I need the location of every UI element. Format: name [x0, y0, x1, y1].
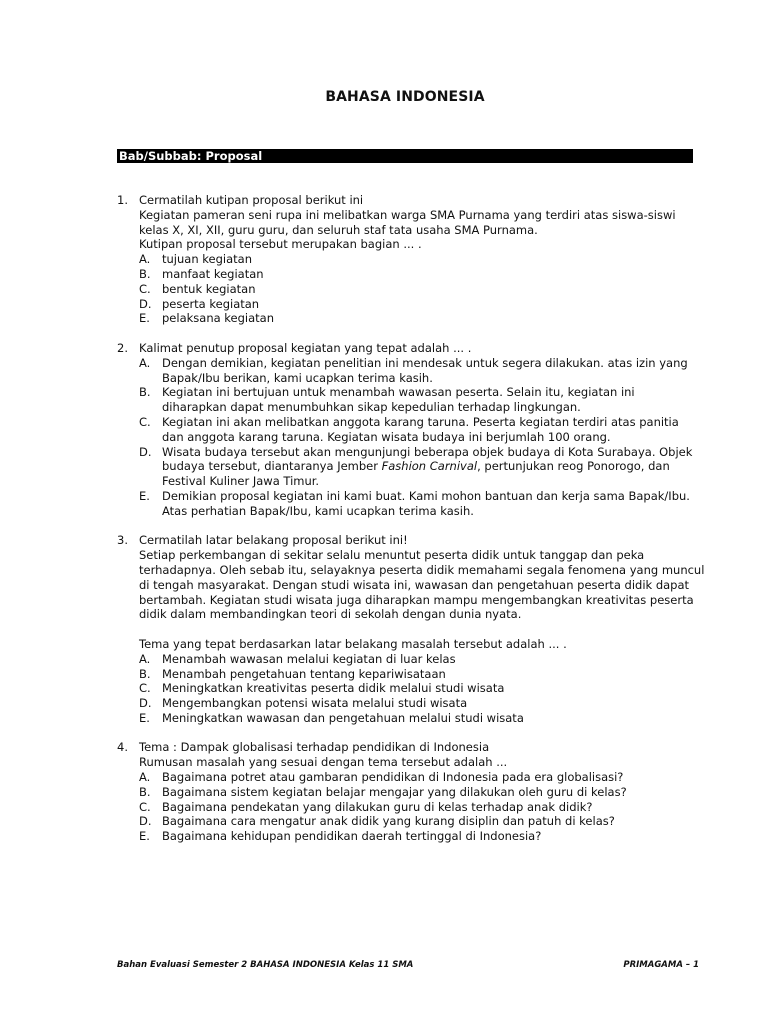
option-c	[139, 800, 697, 815]
question-list	[117, 193, 705, 859]
option-label: E.	[139, 829, 150, 844]
question-number: 1.	[117, 193, 128, 207]
spacer	[139, 622, 697, 637]
option-text: dan anggota karang taruna. Kegiatan wisata budaya ini berjumlah 100 orang.	[162, 429, 611, 444]
option-d	[139, 297, 697, 312]
option-label: C.	[139, 414, 151, 429]
option-e	[139, 829, 697, 844]
option-text: Bagaimana kehidupan pendidikan daerah tertinggal di Indonesia?	[162, 829, 542, 844]
question-stem: Cermatilah kutipan proposal berikut ini	[139, 193, 364, 207]
question-stem: Kalimat penutup proposal kegiatan yang tepat adalah ... .	[139, 340, 472, 355]
footer-right: PRIMAGAMA – 1	[623, 960, 699, 970]
option-a	[139, 356, 697, 386]
option-b	[139, 785, 697, 800]
option-label: E.	[139, 488, 150, 503]
option-text: Festival Kuliner Jawa Timur.	[162, 474, 320, 489]
question-stem: bertambah. Kegiatan studi wisata juga diharapkan mampu mengembangkan kreativitas peserta	[139, 592, 694, 607]
option-text: Menambah wawasan melalui kegiatan di luar kelas	[162, 651, 456, 666]
question-stem: Setiap perkembangan di sekitar selalu menuntut peserta didik untuk tanggap dan peka	[139, 548, 645, 563]
option-label: E.	[139, 710, 150, 725]
option-text: , pertunjukan reog Ponorogo, dan	[477, 459, 670, 474]
option-label: A.	[139, 651, 151, 666]
option-text: pelaksana kegiatan	[162, 311, 275, 326]
option-label: B.	[139, 266, 151, 281]
option-text: Bagaimana cara mengatur anak didik yang kurang disiplin dan patuh di kelas?	[162, 814, 615, 829]
question-stem: Kegiatan pameran seni rupa ini melibatkan warga SMA Purnama yang terdiri atas siswa-siswi	[139, 207, 676, 222]
question-stem: Cermatilah latar belakang proposal berikut ini!	[139, 533, 408, 548]
option-a	[139, 770, 697, 785]
option-e	[139, 311, 697, 326]
section-heading: Bab/Subbab: Proposal	[117, 149, 693, 163]
option-label: B.	[139, 385, 151, 400]
option-text: bentuk kegiatan	[162, 281, 256, 296]
option-a	[139, 252, 697, 267]
question-stem: didik dalam membandingkan teori di sekolah dengan dunia nyata.	[139, 607, 522, 622]
option-text: Mengembangkan potensi wisata melalui studi wisata	[162, 696, 468, 711]
option-text: Kegiatan ini akan melibatkan anggota karang taruna. Peserta kegiatan terdiri atas panitia	[162, 414, 679, 429]
option-label: D.	[139, 444, 152, 459]
option-label: D.	[139, 296, 152, 311]
question-stem: Kutipan proposal tersebut merupakan bagian ... .	[139, 237, 422, 252]
option-c	[139, 681, 697, 696]
question-3	[117, 533, 705, 725]
question-stem: terhadapnya. Oleh sebab itu, selayaknya peserta didik memahami segala fenomena yang muncul	[139, 562, 705, 577]
option-label: D.	[139, 696, 152, 711]
option-label: B.	[139, 784, 151, 799]
question-stem: Tema yang tepat berdasarkan latar belakang masalah tersebut adalah ... .	[139, 636, 567, 651]
event-name: Fashion Carnival	[381, 459, 478, 474]
option-e	[139, 711, 697, 726]
option-label: B.	[139, 666, 151, 681]
option-text: Meningkatkan wawasan dan pengetahuan melalui studi wisata	[162, 710, 524, 725]
option-text: Kegiatan ini bertujuan untuk menambah wawasan peserta. Selain itu, kegiatan ini	[162, 385, 635, 400]
option-text: Wisata budaya tersebut akan mengunjungi beberapa objek budaya di Kota Surabaya. Objek	[162, 444, 693, 459]
option-c	[139, 415, 697, 445]
question-stem: kelas X, XI, XII, guru guru, dan seluruh staf tata usaha SMA Purnama.	[139, 222, 538, 237]
question-stem: Tema : Dampak globalisasi terhadap pendidikan di Indonesia	[139, 740, 490, 755]
question-stem: di tengah masyarakat. Dengan studi wisata ini, wawasan dan pengetahuan peserta didik dapat	[139, 577, 690, 592]
option-text: Bapak/Ibu berikan, kami ucapkan terima kasih.	[162, 370, 433, 385]
option-label: A.	[139, 252, 151, 267]
option-label: A.	[139, 770, 151, 785]
option-label: E.	[139, 311, 150, 326]
option-text: Dengan demikian, kegiatan penelitian ini mendesak untuk segera dilakukan. atas izin yang	[162, 355, 688, 370]
option-d	[139, 696, 697, 711]
question-number: 3.	[117, 533, 128, 548]
option-text: Bagaimana potret atau gambaran pendidikan di Indonesia pada era globalisasi?	[162, 770, 624, 785]
question-number: 4.	[117, 740, 128, 755]
option-label: C.	[139, 681, 151, 696]
option-text-line	[162, 459, 697, 474]
option-text: tujuan kegiatan	[162, 252, 252, 267]
option-a	[139, 652, 697, 667]
page-title: BAHASA INDONESIA	[325, 89, 485, 105]
option-text: Atas perhatian Bapak/Ibu, kami ucapkan terima kasih.	[162, 503, 474, 518]
question-2	[117, 341, 697, 519]
option-text: budaya tersebut, diantaranya Jember	[162, 459, 382, 474]
option-text: Menambah pengetahuan tentang kepariwisataan	[162, 666, 446, 681]
option-text: manfaat kegiatan	[162, 266, 264, 281]
option-text: Meningkatkan kreativitas peserta didik melalui studi wisata	[162, 681, 505, 696]
option-b	[139, 385, 697, 415]
question-stem: Rumusan masalah yang sesuai dengan tema tersebut adalah ...	[139, 755, 508, 770]
option-text: Bagaimana sistem kegiatan belajar mengajar yang dilakukan oleh guru di kelas?	[162, 784, 627, 799]
option-b	[139, 667, 697, 682]
question-1	[117, 193, 697, 326]
option-d	[139, 814, 697, 829]
option-text: Demikian proposal kegiatan ini kami buat. Kami mohon bantuan dan kerja sama Bapak/Ibu.	[162, 488, 690, 503]
question-number: 2.	[117, 340, 128, 355]
option-label: C.	[139, 799, 151, 814]
option-text: Bagaimana pendekatan yang dilakukan guru di kelas terhadap anak didik?	[162, 799, 593, 814]
option-d	[139, 445, 697, 489]
option-label: A.	[139, 355, 151, 370]
option-c	[139, 282, 697, 297]
footer-left: Bahan Evaluasi Semester 2 BAHASA INDONESIA Kelas 11 SMA	[117, 960, 414, 970]
option-text: peserta kegiatan	[162, 296, 260, 311]
option-label: C.	[139, 281, 151, 296]
option-text: diharapkan dapat menumbuhkan sikap kepedulian terhadap lingkungan.	[162, 400, 581, 415]
option-e	[139, 489, 697, 519]
question-4	[117, 740, 697, 844]
option-label: D.	[139, 814, 152, 829]
option-b	[139, 267, 697, 282]
